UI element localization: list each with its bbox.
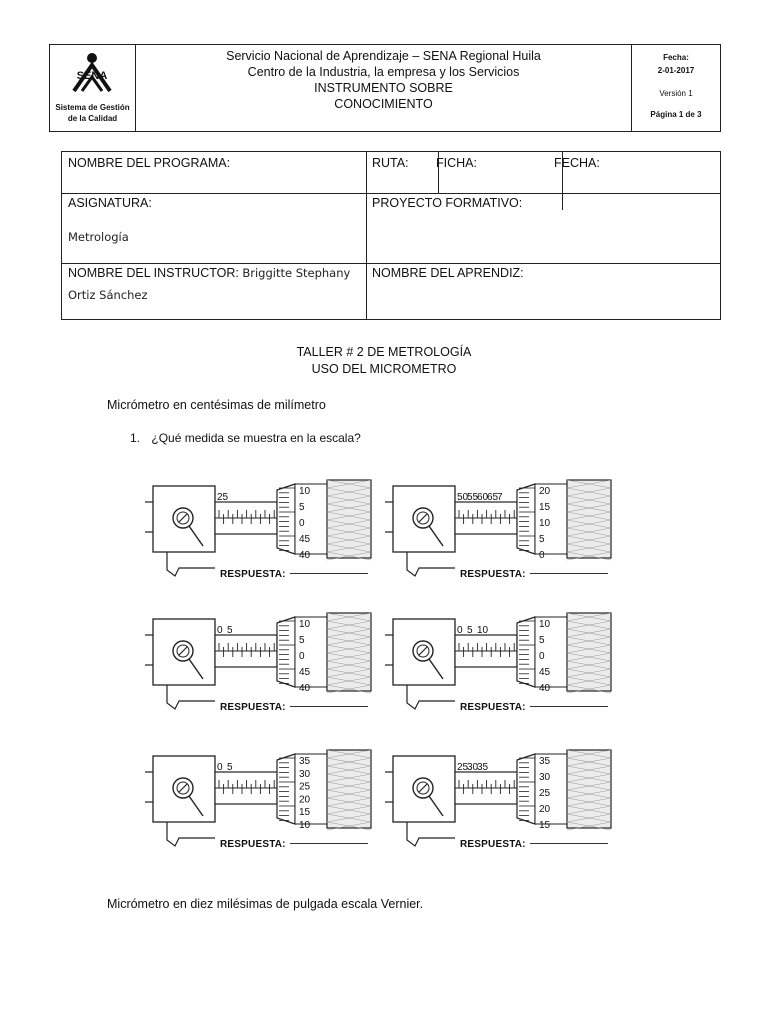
document-header (49, 44, 721, 132)
thimble-label: 45 (299, 667, 311, 678)
thimble-label: 0 (539, 651, 545, 662)
thimble-label: 10 (539, 619, 551, 630)
thimble-label: 5 (539, 635, 545, 646)
logo-cell (50, 45, 136, 131)
micrometer-drawing (145, 605, 383, 715)
instructor-label: NOMBRE DEL INSTRUCTOR: Briggitte Stephany (68, 266, 351, 280)
fecha-label: Fecha: (663, 53, 689, 62)
thimble-label: 35 (299, 756, 311, 767)
lock-knob-icon (413, 778, 433, 798)
sleeve-label: 35 (477, 762, 489, 773)
thimble-label: 25 (299, 781, 311, 793)
sleeve-label: 7 (497, 492, 503, 503)
thimble-label: 10 (539, 518, 551, 529)
answer-label: RESPUESTA: (460, 702, 526, 713)
thimble-label: 45 (299, 534, 311, 545)
info-table (61, 151, 721, 320)
proyecto-label: PROYECTO FORMATIVO: (372, 196, 523, 210)
thimble-label: 5 (299, 635, 305, 646)
thimble-label: 0 (299, 518, 305, 529)
programa-label: NOMBRE DEL PROGRAMA: (68, 156, 231, 170)
thimble-label: 5 (299, 502, 305, 513)
asignatura-label: ASIGNATURA: (68, 196, 152, 210)
micrometer-drawing (385, 472, 623, 582)
header-line-3: INSTRUMENTO SOBRE (314, 81, 453, 95)
aprendiz-label: NOMBRE DEL APRENDIZ: (372, 266, 524, 280)
micrometer-drawing (145, 742, 383, 852)
sleeve-label: 0 (457, 625, 463, 636)
thimble-label: 0 (539, 550, 545, 561)
lock-knob-icon (173, 641, 193, 661)
sena-logo-icon (50, 49, 135, 105)
ficha-label: FICHA: (436, 156, 477, 170)
question-1: 1. ¿Qué medida se muestra en la escala? (130, 431, 361, 445)
thimble-label: 15 (539, 502, 551, 513)
answer-label: RESPUESTA: (220, 702, 286, 713)
micrometer-figure-1 (145, 472, 383, 582)
answer-field (460, 839, 608, 850)
logo-caption: Sistema de Gestión de la Calidad (55, 103, 130, 123)
micrometer-figure-4 (385, 605, 623, 715)
answer-label: RESPUESTA: (220, 569, 286, 580)
answer-line (530, 843, 608, 844)
asignatura-value: Metrología (68, 230, 129, 244)
answer-field (460, 702, 608, 713)
header-center (136, 48, 631, 112)
thimble-label: 20 (539, 486, 551, 497)
thimble-label: 40 (299, 550, 311, 561)
page-number: Página 1 de 3 (650, 110, 702, 119)
section-heading-1: Micrómetro en centésimas de milímetro (107, 398, 326, 412)
worksheet-subtitle: USO DEL MICROMETRO (311, 362, 457, 376)
sleeve-label: 25 (457, 762, 469, 773)
thimble-label: 20 (299, 794, 311, 806)
sleeve-label: 30 (467, 762, 479, 773)
thimble-label: 15 (539, 820, 551, 831)
answer-line (290, 706, 368, 707)
ruta-label: RUTA: (372, 156, 409, 170)
thimble-label: 25 (539, 788, 551, 799)
sleeve-label: 5 (227, 762, 233, 773)
answer-field (460, 569, 608, 580)
lock-knob-icon (413, 641, 433, 661)
micrometer-figure-5 (145, 742, 383, 852)
thimble-label: 0 (299, 651, 305, 662)
header-line-4: CONOCIMIENTO (334, 97, 433, 111)
sleeve-label: 25 (217, 492, 229, 503)
micrometer-figure-6 (385, 742, 623, 852)
lock-knob-icon (173, 778, 193, 798)
sleeve-label: 0 (217, 625, 223, 636)
thimble-label: 35 (539, 756, 551, 767)
thimble-label: 40 (539, 683, 551, 694)
answer-line (530, 706, 608, 707)
lock-knob-icon (413, 508, 433, 528)
answer-line (290, 573, 368, 574)
thimble-label: 15 (299, 807, 311, 819)
answer-field (220, 839, 368, 850)
header-meta (631, 45, 720, 131)
answer-line (530, 573, 608, 574)
logo-text: SENA (76, 70, 108, 82)
micrometer-figure-3 (145, 605, 383, 715)
sleeve-label: 50 (457, 492, 469, 503)
thimble-label: 10 (299, 486, 311, 497)
version-label: Versión 1 (659, 89, 693, 98)
sleeve-label: 0 (217, 762, 223, 773)
micrometer-drawing (385, 742, 623, 852)
fecha-value: 2-01-2017 (657, 66, 695, 75)
answer-field (220, 569, 368, 580)
answer-label: RESPUESTA: (220, 839, 286, 850)
worksheet-title: TALLER # 2 DE METROLOGÍA (296, 345, 472, 359)
fecha-label-table: FECHA: (554, 156, 600, 170)
section-heading-2: Micrómetro en diez milésimas de pulgada escala Vernier. (107, 897, 424, 911)
thimble-label: 5 (539, 534, 545, 545)
sleeve-label: 60 (477, 492, 489, 503)
lock-knob-icon (173, 508, 193, 528)
sleeve-label: 10 (477, 625, 489, 636)
thimble-label: 40 (299, 683, 311, 694)
micrometer-figure-2 (385, 472, 623, 582)
answer-label: RESPUESTA: (460, 839, 526, 850)
answer-field (220, 702, 368, 713)
thimble-label: 10 (299, 820, 311, 831)
thimble-label: 45 (539, 667, 551, 678)
micrometer-drawing (145, 472, 383, 582)
sleeve-label: 5 (467, 625, 473, 636)
header-line-1: Servicio Nacional de Aprendizaje – SENA Regional Huila (226, 49, 541, 63)
thimble-label: 20 (539, 804, 551, 815)
answer-line (290, 843, 368, 844)
instructor-value: Ortiz Sánchez (68, 288, 148, 302)
answer-label: RESPUESTA: (460, 569, 526, 580)
thimble-label: 10 (299, 619, 311, 630)
thimble-label: 30 (539, 772, 551, 783)
thimble-label: 30 (299, 768, 311, 780)
micrometer-drawing (385, 605, 623, 715)
sleeve-label: 5 (227, 625, 233, 636)
sleeve-label: 55 (467, 492, 479, 503)
header-line-2: Centro de la Industria, la empresa y los Servicios (247, 65, 520, 79)
sleeve-label: 65 (487, 492, 499, 503)
